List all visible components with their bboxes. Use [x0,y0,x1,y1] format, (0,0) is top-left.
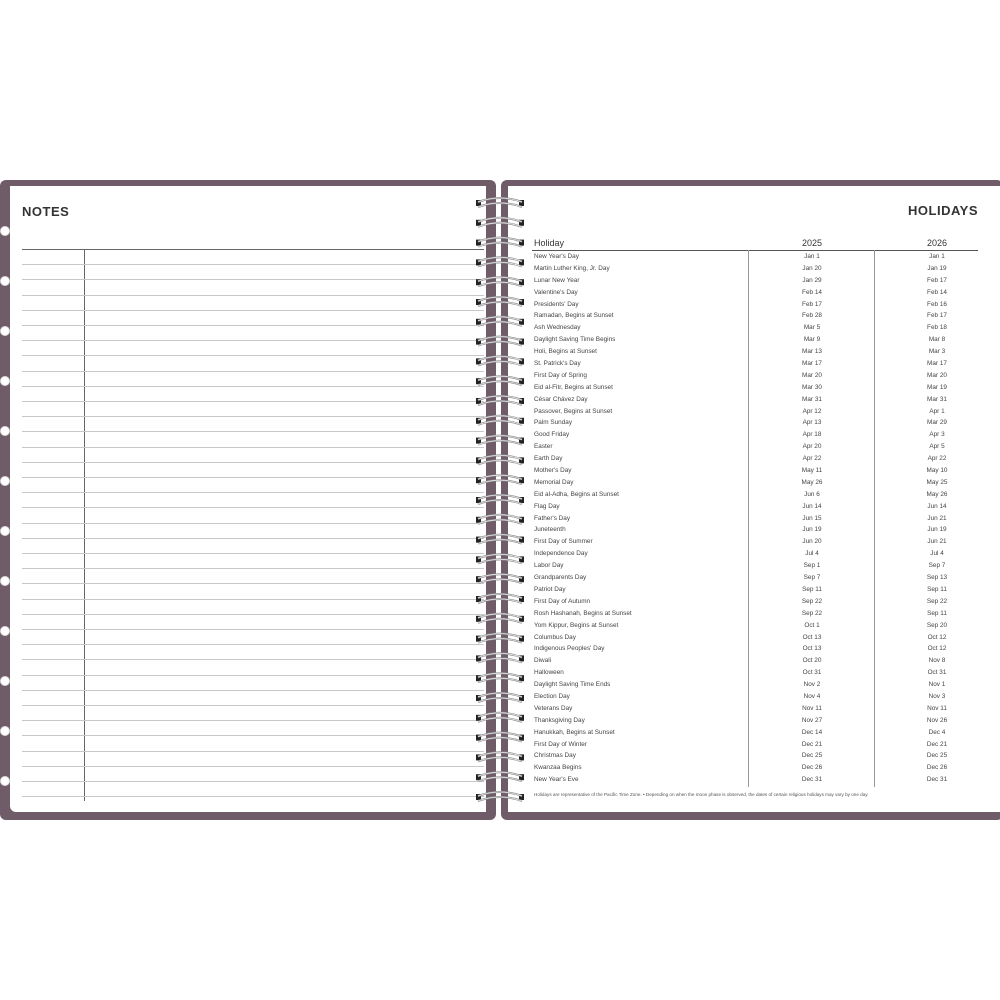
spiral-ring [476,515,524,524]
table-row [532,691,978,703]
date-2025: Mar 31 [802,395,822,403]
date-2026: Dec 25 [926,752,948,760]
spiral-ring [476,218,524,227]
date-2026: Oct 12 [927,633,947,641]
date-2026: Jun 21 [927,538,947,546]
date-2026: Oct 31 [927,669,947,677]
holidays-footnote: Holidays are representative of the Pacific Time Zone. • Depending on when the moon phase is observed, the dates of certain religious holidays may vary by one day. [534,792,869,797]
date-2026: Dec 21 [926,740,948,748]
table-row [532,275,978,287]
date-2025: Nov 4 [803,692,821,700]
notes-line [22,507,484,508]
notes-line [22,523,484,524]
table-row [532,750,978,762]
notes-line [22,553,484,554]
notes-line [22,477,484,478]
date-2025: Mar 17 [802,360,822,368]
notes-line [22,340,484,341]
page-tab [0,376,10,386]
holiday-rows [532,251,978,786]
table-row [532,477,978,489]
date-2025: Oct 1 [804,621,820,629]
date-2026: Mar 3 [928,348,946,356]
date-2026: May 25 [926,478,948,486]
holiday-name: Christmas Day [534,752,576,760]
date-2026: Feb 16 [927,300,947,308]
date-2026: Jul 4 [930,550,944,558]
spiral-ring [476,238,524,247]
notes-line [22,735,484,736]
spiral-ring [476,297,524,306]
date-2025: Dec 26 [801,764,823,772]
date-2026: Feb 18 [927,324,947,332]
date-2026: Nov 8 [928,657,946,665]
holiday-name: Grandparents Day [534,574,587,582]
date-2026: Sep 11 [927,609,947,617]
date-2026: Mar 8 [928,336,946,344]
holiday-name: Yom Kippur, Begins at Sunset [534,621,619,629]
date-2025: Apr 13 [802,419,822,427]
notes-line [22,355,484,356]
date-2026: May 10 [926,467,948,475]
table-row [532,679,978,691]
spiral-ring [476,436,524,445]
holiday-name: Lunar New Year [534,276,580,284]
table-row [532,263,978,275]
notes-line [22,629,484,630]
holiday-name: Ramadan, Begins at Sunset [534,312,614,320]
date-2025: Apr 22 [802,455,822,463]
notes-line [22,644,484,645]
table-row [532,560,978,572]
holiday-name: Father's Day [534,514,571,522]
holiday-name: Flag Day [534,502,560,510]
holiday-name: Palm Sunday [534,419,573,427]
table-row [532,453,978,465]
table-row [532,774,978,786]
date-2025: Feb 28 [802,312,822,320]
spiral-ring [476,574,524,583]
date-2026: Apr 1 [929,407,945,415]
table-row [532,727,978,739]
holiday-name: Easter [534,443,553,451]
holiday-name: Rosh Hashanah, Begins at Sunset [534,609,632,617]
date-2026: May 26 [926,490,948,498]
date-2025: Jun 14 [802,502,822,510]
spiral-ring [476,198,524,207]
date-2025: Sep 7 [803,574,821,582]
holiday-name: First Day of Winter [534,740,587,748]
table-row [532,429,978,441]
date-2026: Mar 19 [927,383,947,391]
holiday-name: Thanksgiving Day [534,716,585,724]
holiday-name: New Year's Eve [534,776,579,784]
holiday-name: Earth Day [534,455,563,463]
spiral-ring [476,455,524,464]
date-2026: Apr 5 [929,443,945,451]
spiral-ring [476,356,524,365]
holiday-name: Halloween [534,669,564,677]
date-2025: Jun 20 [802,538,822,546]
date-2026: Mar 31 [927,395,947,403]
holiday-name: Labor Day [534,562,564,570]
spiral-ring [476,673,524,682]
table-row [532,524,978,536]
notes-line [22,371,484,372]
notes-line [22,705,484,706]
notes-line [22,325,484,326]
notes-line [22,462,484,463]
notes-line [22,583,484,584]
date-2025: Dec 25 [801,752,823,760]
date-2026: Feb 14 [927,288,947,296]
date-2025: Oct 31 [802,669,822,677]
holidays-table [532,236,978,786]
date-2025: Feb 14 [802,288,822,296]
notes-lines [22,249,484,801]
notes-line [22,781,484,782]
spiral-ring [476,495,524,504]
date-2026: Sep 20 [926,621,948,629]
date-2025: Mar 20 [802,371,822,379]
date-2026: Jun 14 [927,502,947,510]
date-2026: Sep 7 [928,562,946,570]
notes-line [22,310,484,311]
date-2025: Mar 9 [803,336,821,344]
date-2025: Mar 5 [803,324,821,332]
notes-line [22,401,484,402]
date-2026: Jan 19 [927,264,947,272]
spiral-ring [476,614,524,623]
page-tab [0,526,10,536]
date-2025: Apr 20 [802,443,822,451]
table-row [532,299,978,311]
holiday-name: Indigenous Peoples' Day [534,645,605,653]
date-2025: Dec 14 [801,728,823,736]
holiday-name: New Year's Day [534,253,579,260]
date-2026: Jun 19 [927,526,947,534]
date-2025: Mar 30 [802,383,822,391]
date-2026: Nov 1 [928,681,946,689]
holiday-name: Ash Wednesday [534,324,581,332]
spiral-ring [476,535,524,544]
holiday-name: First Day of Summer [534,538,593,546]
table-row [532,334,978,346]
date-2025: Apr 18 [802,431,822,439]
holiday-name: Mother's Day [534,467,572,475]
header-holiday: Holiday [534,238,565,248]
notes-line [22,675,484,676]
notes-line [22,431,484,432]
spiral-ring [476,396,524,405]
page-tab [0,576,10,586]
date-2026: Mar 20 [927,371,947,379]
holiday-name: Memorial Day [534,478,574,486]
table-row [532,572,978,584]
holiday-name: Valentine's Day [534,288,578,296]
notes-line [22,249,484,250]
page-tab [0,726,10,736]
holiday-name: Passover, Begins at Sunset [534,407,613,415]
holiday-name: Holi, Begins at Sunset [534,348,597,356]
spiral-ring [476,634,524,643]
holiday-name: Eid al-Fitr, Begins at Sunset [534,383,613,391]
table-row [532,536,978,548]
table-row [532,762,978,774]
page-tab [0,626,10,636]
holiday-name: First Day of Spring [534,371,587,379]
holiday-name: Diwali [534,657,552,665]
holiday-name: St. Patrick's Day [534,360,581,368]
table-row [532,667,978,679]
table-row [532,513,978,525]
date-2025: Dec 21 [801,740,823,748]
spiral-ring [476,376,524,385]
holiday-name: Veterans Day [534,704,573,712]
date-2026: Jan 1 [929,253,945,260]
page-tab [0,776,10,786]
table-row [532,465,978,477]
date-2025: Jan 1 [804,253,820,260]
table-row [532,596,978,608]
date-2025: Oct 13 [802,645,822,653]
table-row [532,655,978,667]
notes-line [22,599,484,600]
notes-line [22,614,484,615]
date-2025: Nov 2 [803,681,821,689]
date-2025: Sep 11 [802,585,822,593]
date-2026: Dec 4 [928,728,946,736]
table-row [532,346,978,358]
table-row [532,584,978,596]
date-2025: Sep 1 [803,562,821,570]
notes-line [22,492,484,493]
date-2026: Feb 17 [927,276,947,284]
notes-line [22,416,484,417]
holiday-name: Election Day [534,692,570,700]
notes-line [22,766,484,767]
date-2025: Jun 19 [802,526,822,534]
spiral-ring [476,772,524,781]
date-2025: Jan 29 [802,276,822,284]
spiral-ring [476,475,524,484]
holidays-title: HOLIDAYS [908,203,978,218]
date-2026: Nov 26 [926,716,948,724]
spiral-ring [476,653,524,662]
notes-title: NOTES [22,204,70,219]
spiral-ring [476,337,524,346]
table-row [532,394,978,406]
page-tab [0,226,10,236]
table-row [532,632,978,644]
table-row [532,739,978,751]
spiral-ring [476,416,524,425]
holiday-name: Columbus Day [534,633,576,641]
date-2025: Jun 6 [804,490,820,498]
holidays-table-header [532,236,978,251]
table-row [532,310,978,322]
holiday-name: Daylight Saving Time Begins [534,336,616,344]
date-2025: Sep 22 [801,597,823,605]
table-row [532,501,978,513]
notes-line [22,279,484,280]
spiral-ring [476,792,524,801]
date-2025: May 11 [801,467,823,475]
header-year-2026: 2026 [926,238,948,248]
date-2026: Apr 3 [929,431,945,439]
notes-page [10,186,486,812]
page-tab [0,326,10,336]
date-2025: Dec 31 [801,776,823,784]
date-2025: Jun 15 [802,514,822,522]
holiday-name: Martin Luther King, Jr. Day [534,264,610,272]
date-2026: Dec 26 [926,764,948,772]
holiday-name: Hanukkah, Begins at Sunset [534,728,615,736]
notes-line [22,568,484,569]
holiday-name: Good Friday [534,431,570,439]
notes-line [22,659,484,660]
date-2026: Mar 17 [927,360,947,368]
date-2026: Mar 29 [927,419,947,427]
table-row [532,715,978,727]
notes-line [22,796,484,797]
date-2025: Jul 4 [805,550,819,558]
date-2026: Apr 22 [927,455,947,463]
table-row [532,703,978,715]
date-2025: Oct 13 [802,633,822,641]
date-2025: Apr 12 [802,407,822,415]
page-tab [0,676,10,686]
holiday-name: Eid al-Adha, Begins at Sunset [534,490,619,498]
date-2025: Feb 17 [802,300,822,308]
holiday-name: Daylight Saving Time Ends [534,681,611,689]
table-row [532,620,978,632]
table-row [532,643,978,655]
notes-line [22,447,484,448]
date-2025: May 26 [801,478,823,486]
table-row [532,489,978,501]
table-row [532,358,978,370]
notes-line [22,264,484,265]
spiral-ring [476,317,524,326]
table-row [532,251,978,263]
date-2025: Jan 20 [802,264,822,272]
notes-line [22,720,484,721]
spiral-ring [476,752,524,761]
date-2025: Nov 27 [801,716,823,724]
notes-line [22,386,484,387]
notes-line [22,538,484,539]
holidays-page [508,186,1000,812]
notes-margin-line [84,249,85,801]
table-row [532,608,978,620]
date-2026: Nov 3 [928,692,946,700]
holiday-name: Presidents' Day [534,300,579,308]
table-row [532,370,978,382]
holiday-name: César Chávez Day [534,395,588,403]
date-2025: Nov 11 [802,704,822,712]
notes-line [22,690,484,691]
date-2026: Dec 31 [926,776,948,784]
spiral-ring [476,713,524,722]
spiral-ring [476,594,524,603]
page-tab [0,426,10,436]
notes-line [22,751,484,752]
date-2025: Mar 13 [802,348,822,356]
date-2026: Oct 12 [927,645,947,653]
table-row [532,548,978,560]
table-row [532,441,978,453]
page-tab [0,276,10,286]
table-row [532,417,978,429]
date-2026: Feb 17 [927,312,947,320]
holiday-name: Juneteenth [534,526,566,534]
date-2026: Sep 22 [926,597,948,605]
spiral-binding [474,190,526,810]
spiral-ring [476,733,524,742]
table-row [532,382,978,394]
table-row [532,287,978,299]
spiral-ring [476,277,524,286]
table-row [532,322,978,334]
date-2026: Jun 21 [927,514,947,522]
holiday-name: First Day of Autumn [534,597,591,605]
notes-line [22,295,484,296]
spiral-ring [476,554,524,563]
date-2025: Oct 20 [802,657,822,665]
holiday-name: Independence Day [534,550,588,558]
table-row [532,406,978,418]
date-2026: Sep 11 [927,585,947,593]
spiral-ring [476,693,524,702]
header-year-2025: 2025 [801,238,823,248]
holiday-name: Kwanzaa Begins [534,764,582,772]
holiday-name: Patriot Day [534,585,566,593]
date-2026: Nov 11 [927,704,947,712]
date-2026: Sep 13 [926,574,948,582]
page-tab [0,476,10,486]
date-2025: Sep 22 [801,609,823,617]
spiral-ring [476,257,524,266]
